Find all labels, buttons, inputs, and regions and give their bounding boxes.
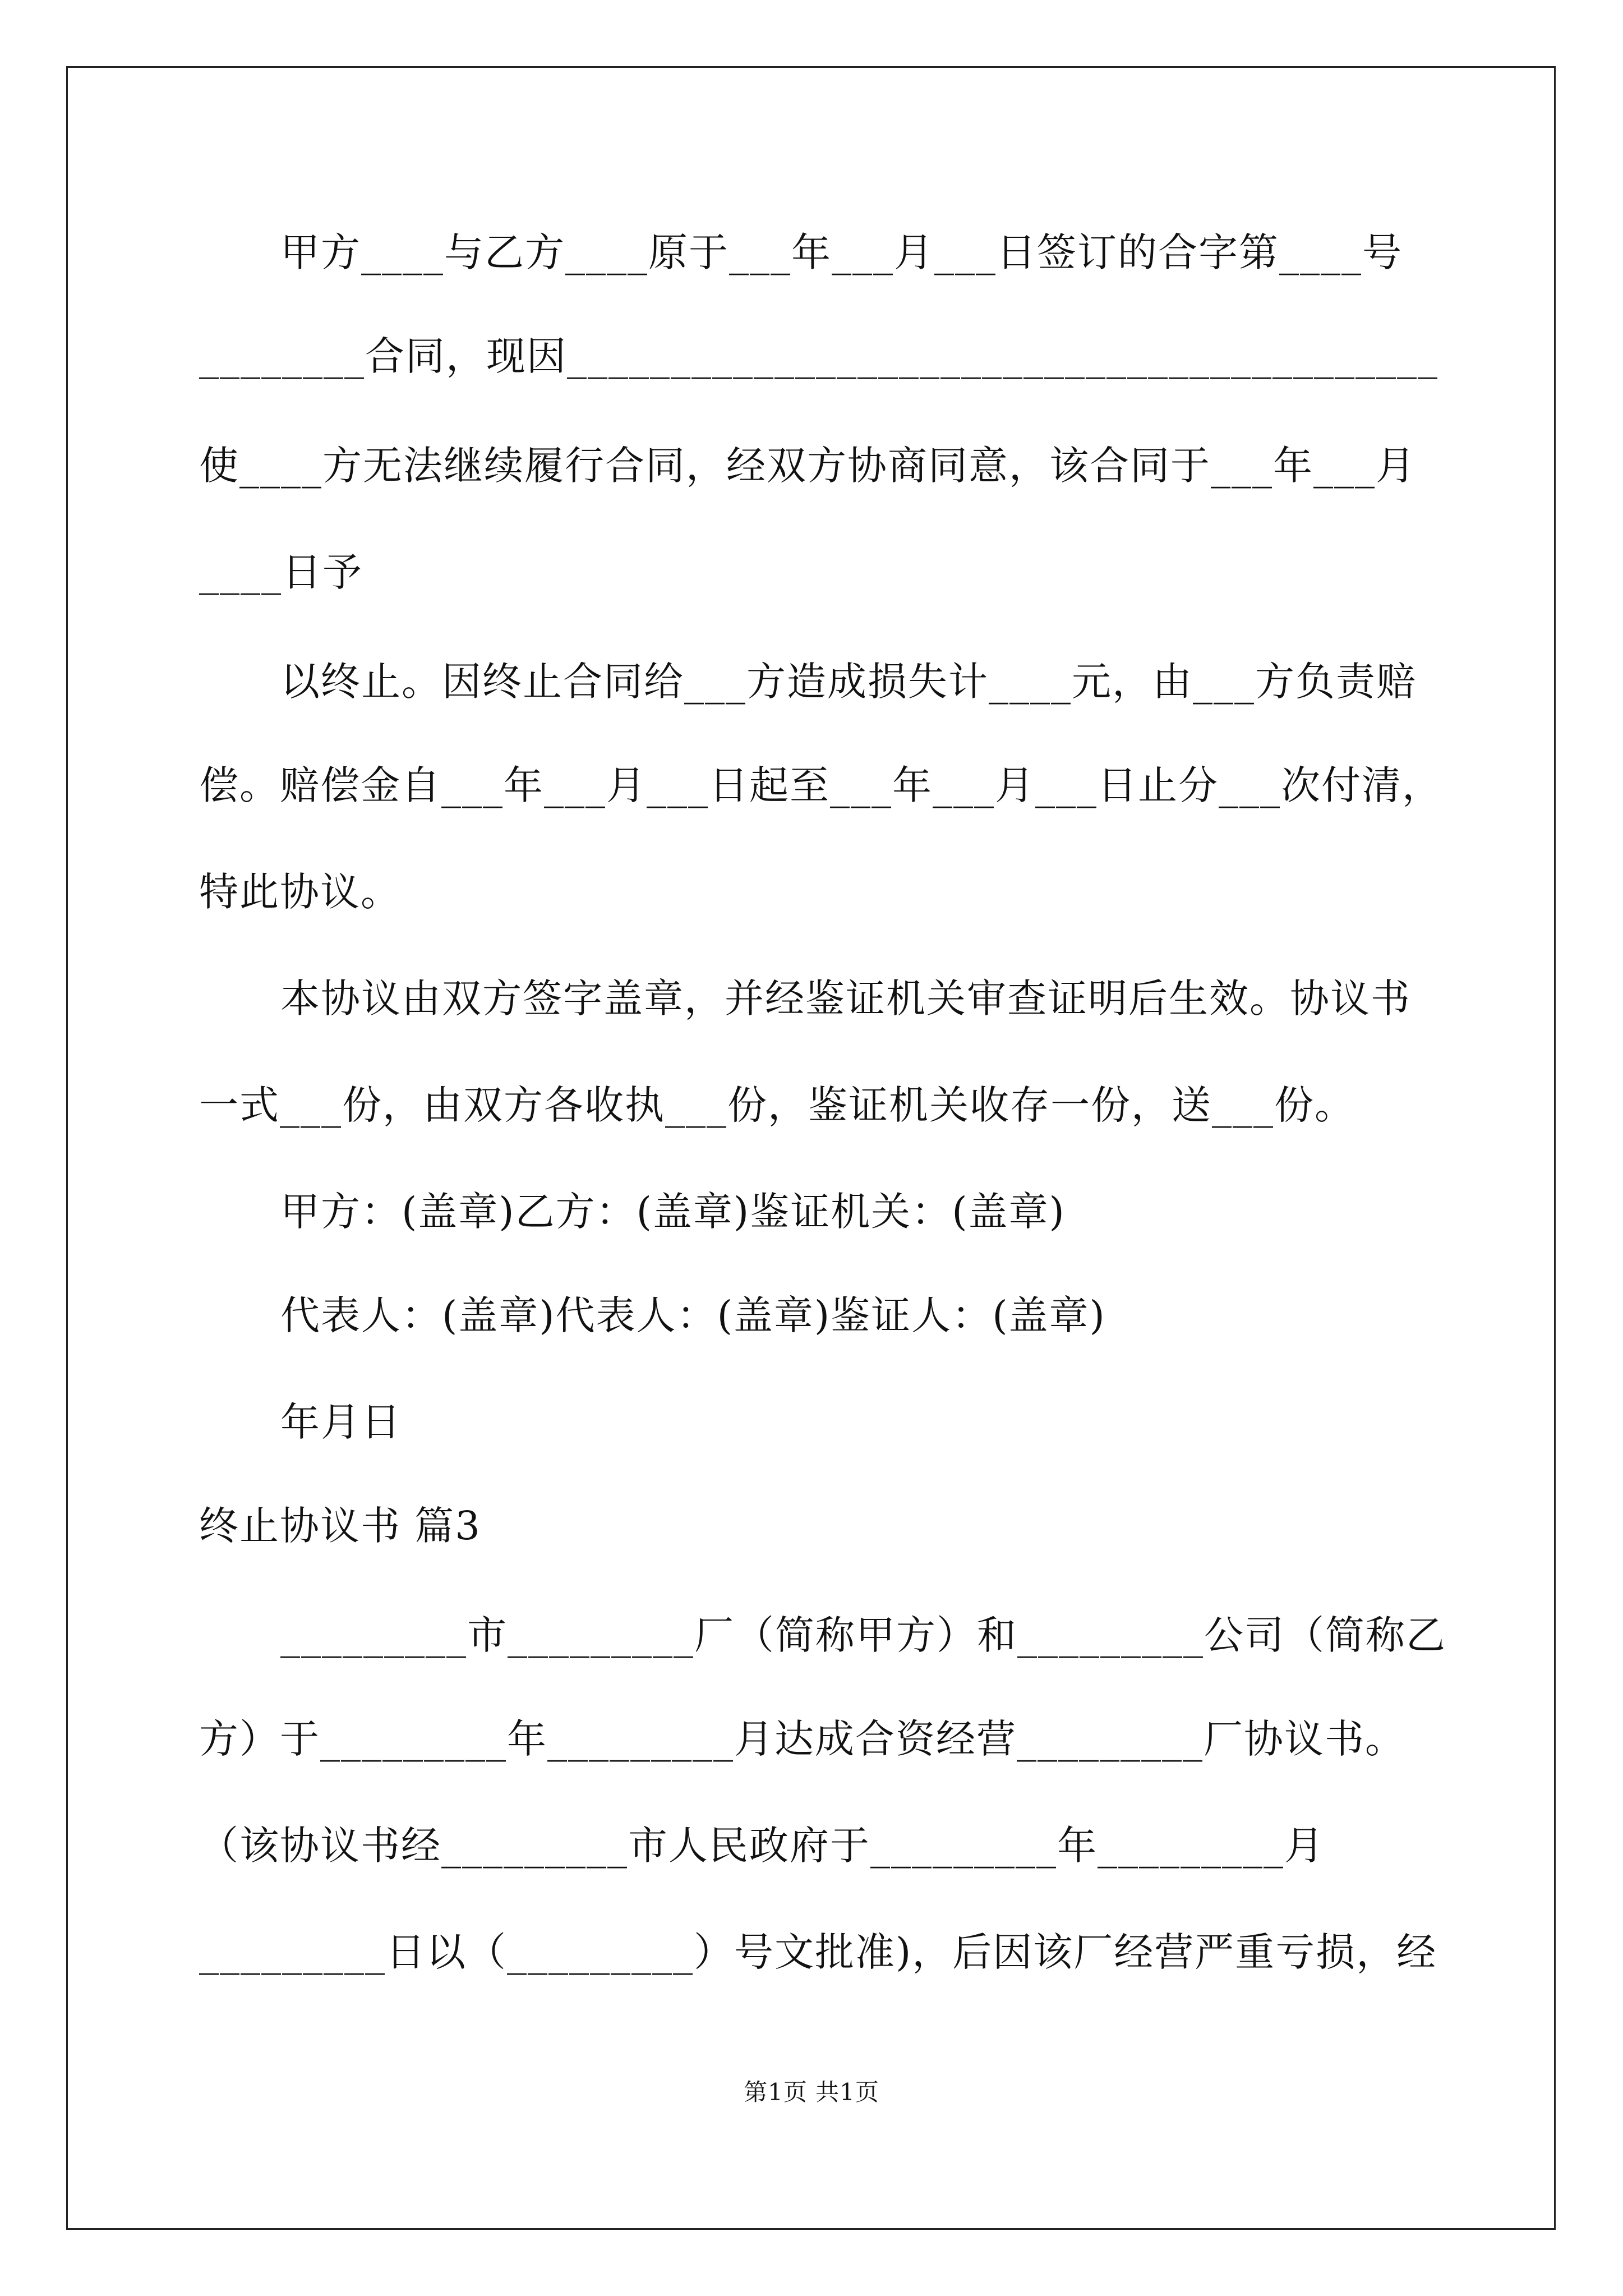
- paragraph-3-line-1: 本协议由双方签字盖章，并经鉴证机关审查证明后生效。协议书: [280, 976, 1411, 1022]
- section-3-line-3: （该协议书经_________市人民政府于_________年_________月: [199, 1823, 1325, 1869]
- paragraph-1-line-1: 甲方____与乙方____原于___年___月___日签订的合字第____号: [280, 229, 1403, 275]
- signature-line-representatives: 代表人：(盖章)代表人：(盖章)鉴证人：(盖章): [280, 1292, 1106, 1338]
- page-footer: 第1页 共1页: [744, 2078, 879, 2106]
- paragraph-1-line-2: ________合同，现因__________________________________________: [199, 333, 1438, 379]
- paragraph-2-line-1: 以终止。因终止合同给___方造成损失计____元，由___方负责赔: [280, 659, 1417, 705]
- date-line: 年月日: [280, 1399, 402, 1445]
- section-3-line-2: 方）于_________年_________月达成合资经营_________厂协议书。: [199, 1716, 1405, 1762]
- paragraph-2-line-2: 偿。赔偿金自___年___月___日起至___年___月___日止分___次付清，: [199, 762, 1442, 808]
- paragraph-3-line-2: 一式___份，由双方各收执___份，鉴证机关收存一份，送___份。: [199, 1082, 1355, 1128]
- page-border: [66, 66, 1556, 2230]
- paragraph-1-line-4: ____日予: [199, 549, 363, 595]
- section-3-line-4: _________日以（_________）号文批准)，后因该厂经营严重亏损，经: [199, 1929, 1437, 1975]
- paragraph-2-line-3: 特此协议。: [199, 869, 401, 915]
- signature-line-parties: 甲方：(盖章)乙方：(盖章)鉴证机关：(盖章): [280, 1189, 1066, 1235]
- paragraph-1-line-3: 使____方无法继续履行合同，经双方协商同意，该合同于___年___月: [199, 443, 1416, 489]
- section-heading: 终止协议书 篇3: [199, 1503, 481, 1549]
- section-3-line-1: _________市_________厂（简称甲方）和_________公司（简称乙: [280, 1612, 1446, 1658]
